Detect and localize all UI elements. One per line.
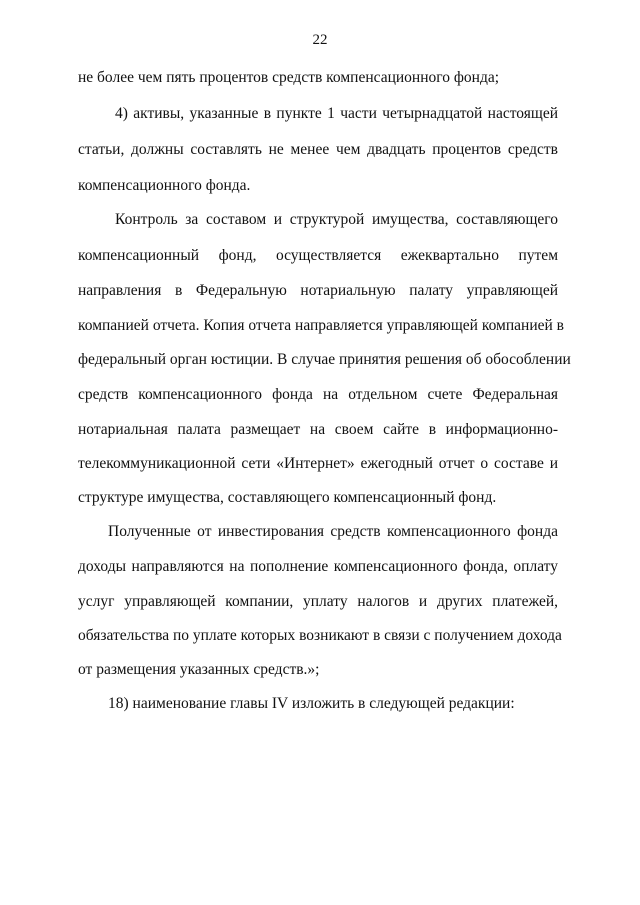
text-line: средств компенсационного фонда на отдельном счете Федеральная: [78, 386, 558, 403]
text-line: нотариальная палата размещает на своем сайте в информационно-: [78, 421, 558, 438]
text-line: Контроль за составом и структурой имущества, составляющего: [115, 211, 558, 228]
text-line: компенсационного фонда.: [78, 177, 251, 194]
text-line: от размещения указанных средств.»;: [78, 661, 320, 678]
text-line: направления в Федеральную нотариальную палату управляющей: [78, 282, 558, 299]
text-line: статьи, должны составлять не менее чем двадцать процентов средств: [78, 141, 558, 158]
text-line: 18) наименование главы IV изложить в следующей редакции:: [108, 695, 515, 712]
text-line: не более чем пять процентов средств компенсационного фонда;: [78, 69, 500, 86]
text-line: услуг управляющей компании, уплату налогов и других платежей,: [78, 593, 558, 610]
text-line: доходы направляются на пополнение компенсационного фонда, оплату: [78, 558, 558, 575]
text-line: телекоммуникационной сети «Интернет» ежегодный отчет о составе и: [78, 455, 558, 472]
text-line: обязательства по уплате которых возникают в связи с получением дохода: [78, 627, 562, 644]
text-line: компенсационный фонд, осуществляется ежеквартально путем: [78, 247, 558, 264]
text-line: Полученные от инвестирования средств компенсационного фонда: [108, 523, 558, 540]
text-line: федеральный орган юстиции. В случае принятия решения об обособлении: [78, 351, 571, 368]
page-number: 22: [312, 32, 328, 48]
text-line: 4) активы, указанные в пункте 1 части четырнадцатой настоящей: [115, 105, 558, 122]
text-line: компанией отчета. Копия отчета направляется управляющей компанией в: [78, 317, 564, 334]
text-line: структуре имущества, составляющего компенсационный фонд.: [78, 489, 497, 506]
